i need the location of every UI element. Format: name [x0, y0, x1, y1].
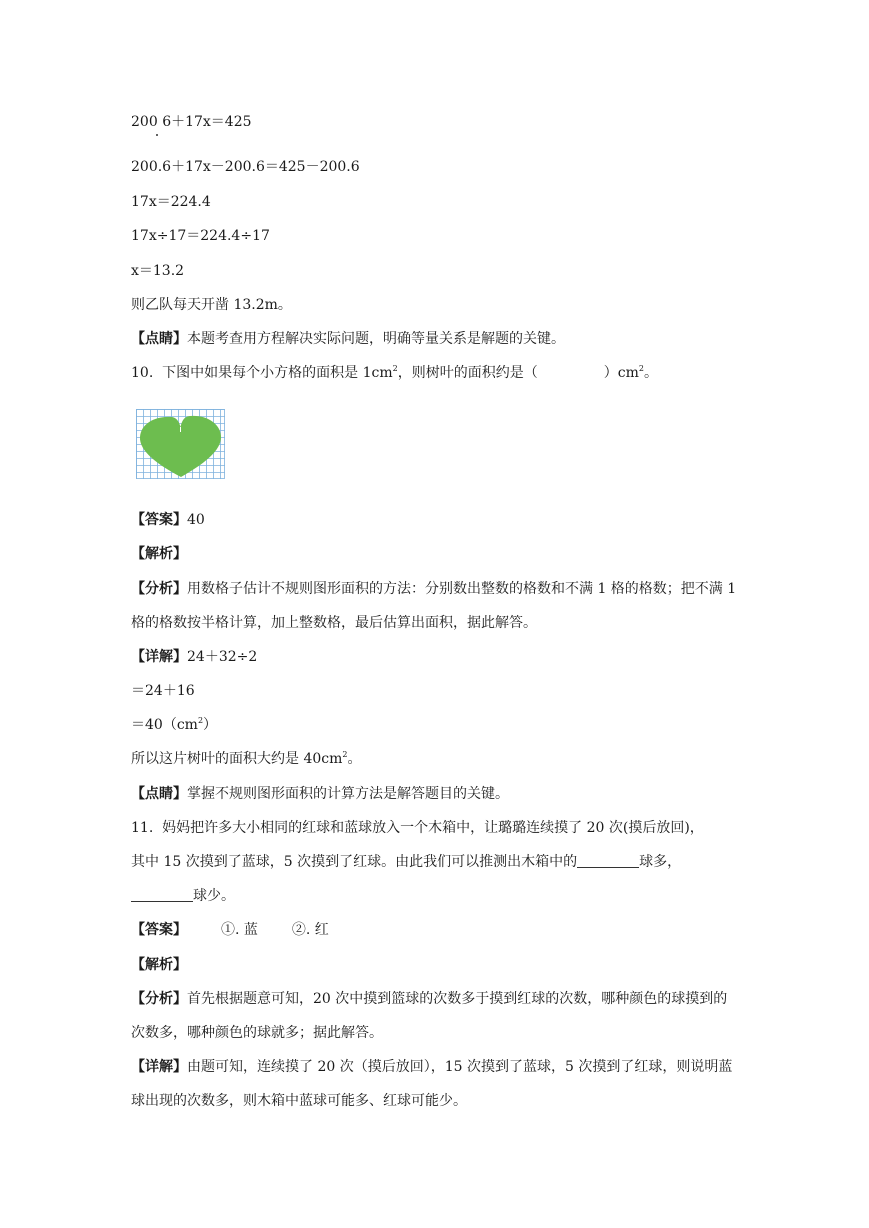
q10-detail-2: ＝24＋16 — [131, 683, 195, 699]
q10-comment: 【点睛】掌握不规则图形面积的计算方法是解答题目的关键。 — [131, 786, 509, 802]
conclusion-line: 则乙队每天开凿 13.2m。 — [131, 297, 292, 313]
q10-fenxi: 【分析】用数格子估计不规则图形面积的方法：分别数出整数的格数和不满 1 格的格数；把不满 1 格的格数按半格计算，加上整数格，最后估算出面积，据此解答。 — [131, 581, 737, 631]
decimal-point-mark — [156, 134, 158, 136]
q11-answer: 【答案】 ①. 蓝 ②. 红 — [131, 922, 329, 938]
q10-answer: 【答案】40 — [131, 512, 205, 528]
answer-blank-2 — [131, 887, 193, 902]
comment-label: 【点睛】 — [131, 331, 187, 347]
equation-line-3: 17x＝224.4 — [131, 194, 211, 210]
q10-detail-3: $=40(cm^2)$ — [131, 716, 218, 733]
q9-comment: 【点睛】本题考查用方程解决实际问题，明确等量关系是解题的关键。 — [131, 331, 565, 347]
q11-fenxi: 【分析】首先根据题意可知，20 次中摸到篮球的次数多于摸到红球的次数，哪种颜色的球摸到的次数多，哪种颜色的球就多；据此解答。 — [131, 991, 728, 1041]
leaf-grid-figure — [136, 409, 225, 479]
q10-detail-1: 【详解】24＋32÷2 — [131, 649, 258, 665]
equation-line-2: 200.6＋17x－200.6＝425－200.6 — [131, 159, 360, 175]
q11-detail: 【详解】由题可知，连续摸了 20 次（摸后放回），15 次摸到了蓝球，5 次摸到了红球，则说明蓝球出现的次数多，则木箱中蓝球可能多、红球可能少。 — [131, 1059, 733, 1109]
equation-line-4: 17x÷17＝224.4÷17 — [131, 228, 270, 244]
q11-analysis-label: 【解析】 — [131, 957, 187, 973]
q10-question: 10. 下图中如果每个小方格的面积是 $1cm^2$，则树叶的面积约是（ ）$cm^2$。 — [131, 364, 658, 381]
leaf-shape — [140, 416, 221, 477]
q11-question-2: 其中 15 次摸到了蓝球，5 次摸到了红球。由此我们可以推测出木箱中的 球多， — [131, 854, 682, 870]
q10-analysis-label: 【解析】 — [131, 546, 187, 562]
q10-detail-4: 所以这片树叶的面积大约是 $40cm^2$。 — [131, 750, 362, 767]
equation-line-1: 200 6＋17x＝425 — [131, 114, 252, 130]
answer-blank-1 — [577, 853, 639, 868]
q11-question-3: 球少。 — [131, 886, 235, 906]
q11-question-1: 11. 妈妈把许多大小相同的红球和蓝球放入一个木箱中，让璐璐连续摸了 20 次(摸后放回)， — [131, 820, 704, 836]
equation-line-5: x＝13.2 — [131, 263, 185, 279]
